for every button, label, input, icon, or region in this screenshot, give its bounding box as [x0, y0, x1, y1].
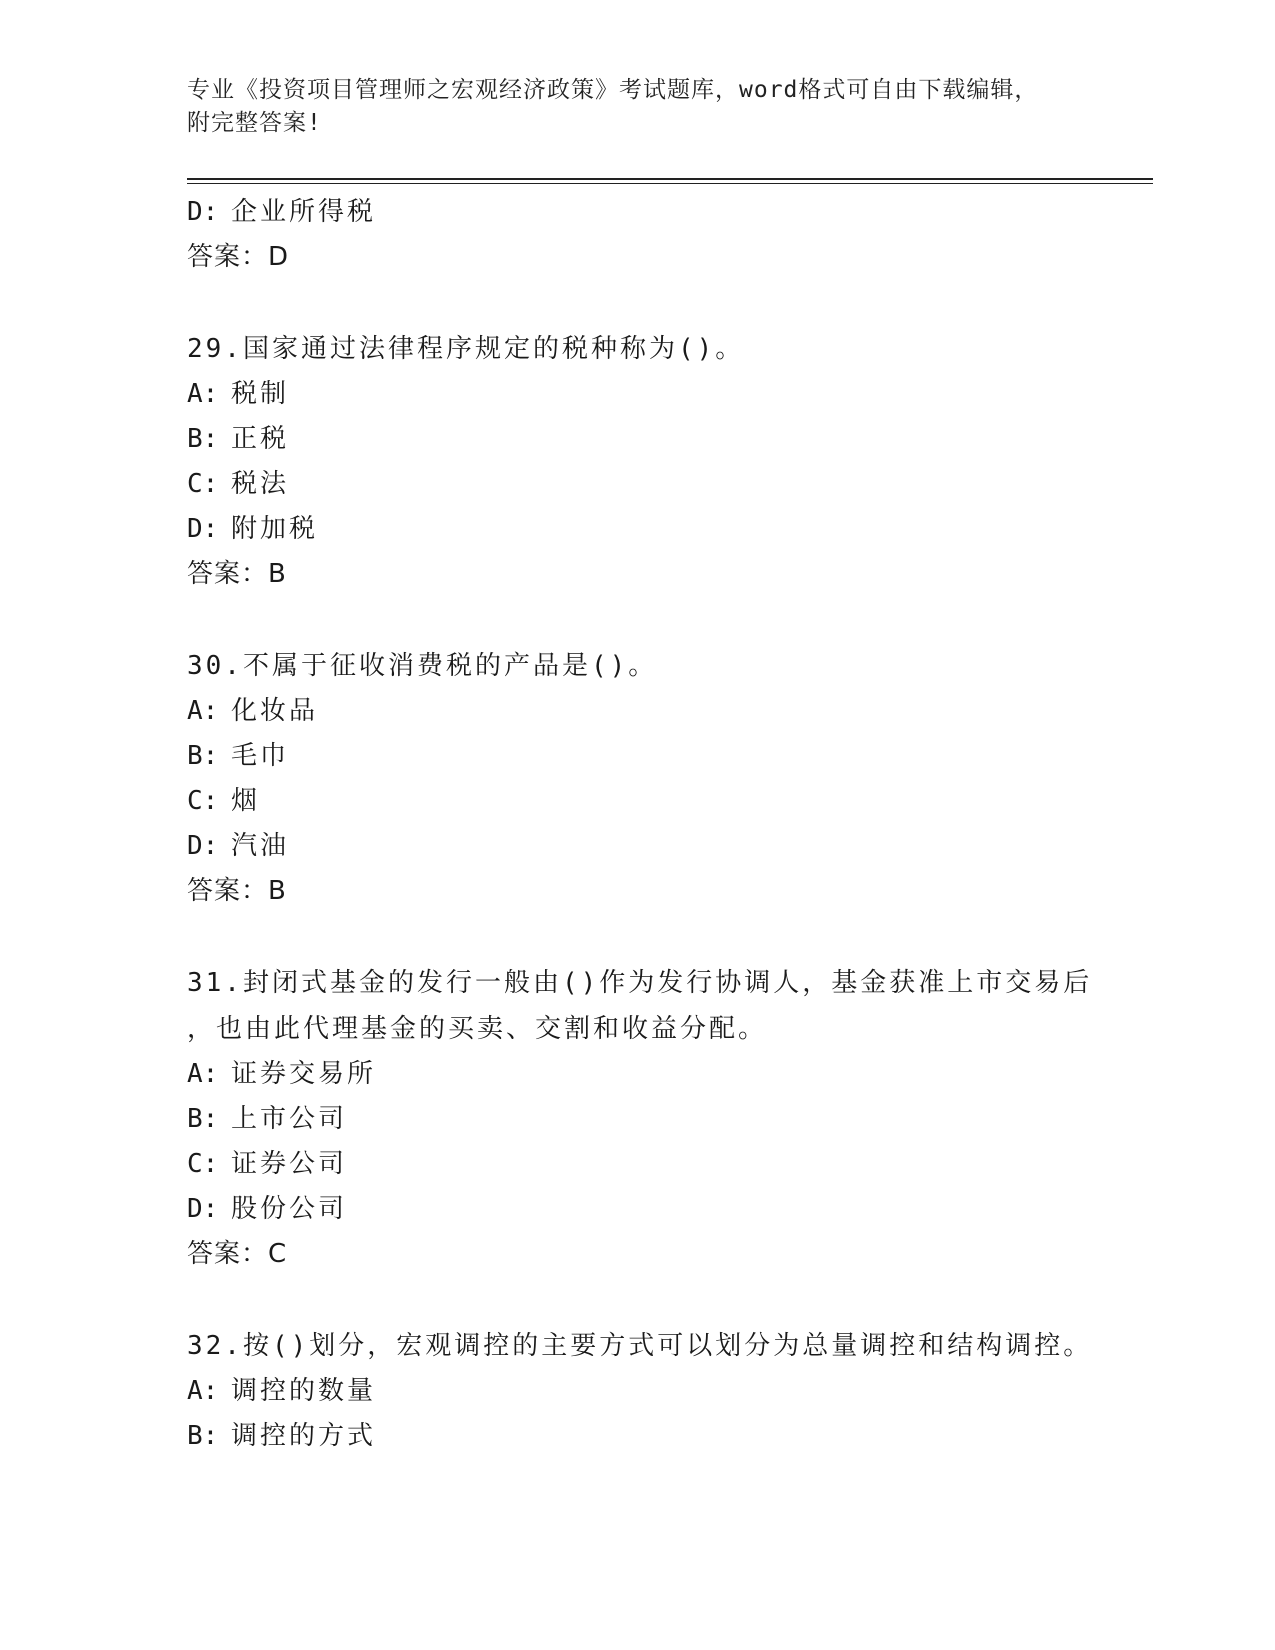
option-text: 证券公司 [231, 1149, 348, 1179]
option-text: 税法 [231, 469, 290, 499]
question-stem: 30.不属于征收消费税的产品是()。 [187, 651, 658, 681]
option-text: 烟 [231, 786, 261, 816]
option-text: 毛巾 [231, 741, 290, 771]
header-line-2: 附完整答案! [187, 110, 322, 136]
option-text: 汽油 [231, 831, 290, 861]
document-page [187, 0, 1147, 1650]
option-b [187, 1097, 1153, 1142]
option-label: A: [187, 1059, 219, 1089]
header-divider [187, 178, 1153, 184]
option-a [187, 1369, 1153, 1414]
option-label: D: [187, 514, 219, 544]
header-line-1: 专业《投资项目管理师之宏观经济政策》考试题库，word格式可自由下载编辑， [187, 77, 1039, 103]
question-stem-line-2: ，也由此代理基金的买卖、交割和收益分配。 [187, 1014, 768, 1044]
option-label: A: [187, 696, 219, 726]
option-text: 股份公司 [231, 1194, 348, 1224]
option-label: D: [187, 1194, 219, 1224]
answer-line: 答案：B [187, 876, 287, 906]
option-b [187, 734, 1153, 779]
option-label: A: [187, 1376, 219, 1406]
answer-line: 答案：D [187, 242, 290, 272]
answer-line: 答案：B [187, 559, 287, 589]
option-label: D: [187, 197, 219, 227]
option-text: 企业所得税 [231, 197, 377, 227]
question-list [187, 190, 1153, 1459]
option-a [187, 1052, 1153, 1097]
option-text: 化妆品 [231, 696, 319, 726]
option-label: B: [187, 424, 219, 454]
option-c [187, 1142, 1153, 1187]
option-label: A: [187, 379, 219, 409]
option-c [187, 779, 1153, 824]
option-label: C: [187, 1149, 219, 1179]
question-stem: 29.国家通过法律程序规定的税种称为()。 [187, 334, 745, 364]
option-text: 调控的方式 [231, 1421, 377, 1451]
option-label: B: [187, 741, 219, 771]
option-d [187, 190, 1153, 235]
option-label: B: [187, 1104, 219, 1134]
option-b [187, 417, 1153, 462]
option-c [187, 462, 1153, 507]
document-header [187, 74, 1147, 140]
option-text: 税制 [231, 379, 290, 409]
option-text: 上市公司 [231, 1104, 348, 1134]
answer-line: 答案：C [187, 1239, 288, 1269]
question-stem: 32.按()划分，宏观调控的主要方式可以划分为总量调控和结构调控。 [187, 1331, 1093, 1361]
option-text: 证券交易所 [231, 1059, 377, 1089]
option-label: C: [187, 469, 219, 499]
option-label: B: [187, 1421, 219, 1451]
option-d [187, 507, 1153, 552]
option-a [187, 372, 1153, 417]
option-text: 正税 [231, 424, 290, 454]
option-d [187, 1187, 1153, 1232]
option-text: 调控的数量 [231, 1376, 377, 1406]
option-label: C: [187, 786, 219, 816]
option-label: D: [187, 831, 219, 861]
option-b [187, 1414, 1153, 1459]
option-text: 附加税 [231, 514, 319, 544]
option-a [187, 689, 1153, 734]
question-stem-line-1: 31.封闭式基金的发行一般由()作为发行协调人，基金获准上市交易后 [187, 968, 1093, 998]
option-d [187, 824, 1153, 869]
